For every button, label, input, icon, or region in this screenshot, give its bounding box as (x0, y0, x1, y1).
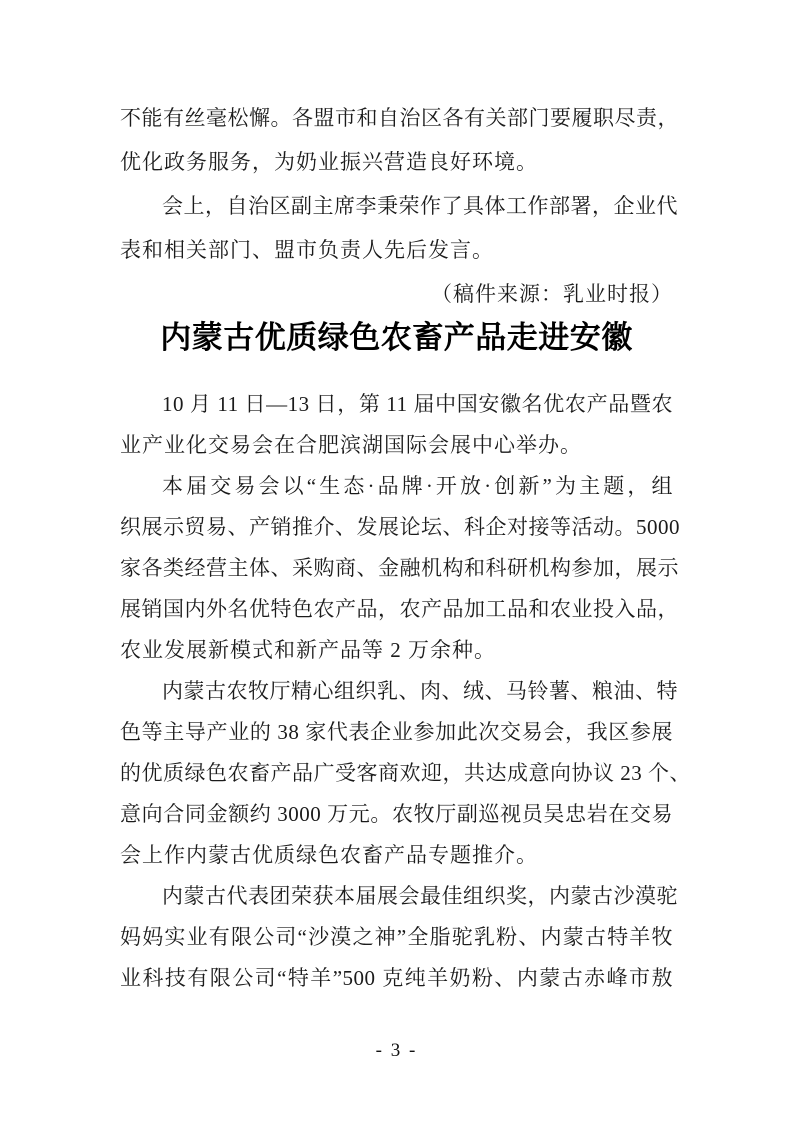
document-text-line: 表和相关部门、盟市负责人先后发言。 (120, 238, 494, 262)
document-text-line: 家各类经营主体、采购商、金融机构和科研机构参加，展示 (120, 556, 679, 580)
document-text-line: （稿件来源：乳业时报） (431, 282, 673, 306)
document-text-line: 业产业化交易会在合肥滨湖国际会展中心举办。 (120, 433, 582, 457)
document-text-line: 妈妈实业有限公司“沙漠之神”全脂驼乳粉、内蒙古特羊牧 (120, 925, 673, 949)
document-text-line: 的优质绿色农畜产品广受客商欢迎，共达成意向协议 23 个、 (120, 761, 691, 785)
document-text-line: 色等主导产业的 38 家代表企业参加此次交易会，我区参展 (120, 720, 673, 744)
document-text-line: 内蒙古农牧厅精心组织乳、肉、绒、马铃薯、粮油、特 (162, 679, 678, 703)
document-text-line: 内蒙古代表团荣获本届展会最佳组织奖，内蒙古沙漠驼 (162, 884, 678, 908)
article-title: 内蒙古优质绿色农畜产品走进安徽 (160, 320, 633, 355)
document-text-line: 展销国内外名优特色农产品，农产品加工品和农业投入品， (120, 597, 679, 621)
document-text-line: 优化政务服务，为奶业振兴营造良好环境。 (120, 150, 538, 174)
document-text-line: 10 月 11 日—13 日，第 11 届中国安徽名优农产品暨农 (162, 392, 673, 416)
document-text-line: 会上，自治区副主席李秉荣作了具体工作部署，企业代 (162, 194, 678, 218)
document-text-line: 意向合同金额约 3000 万元。农牧厅副巡视员吴忠岩在交易 (120, 802, 673, 826)
article-body (120, 384, 691, 999)
document-text-line: 织展示贸易、产销推介、发展论坛、科企对接等活动。5000 (120, 515, 680, 539)
document-content (120, 96, 691, 999)
page-number-footer: - 3 - (375, 1040, 418, 1061)
document-text-line: 不能有丝毫松懈。各盟市和自治区各有关部门要履职尽责， (120, 106, 679, 130)
document-text-line: 本届交易会以“生态·品牌·开放·创新”为主题，组 (162, 474, 673, 498)
previous-article-tail (120, 96, 679, 316)
document-text-line: 农业发展新模式和新产品等 2 万余种。 (120, 638, 496, 662)
document-text-line: 业科技有限公司“特羊”500 克纯羊奶粉、内蒙古赤峰市敖 (120, 966, 673, 990)
document-text-line: 会上作内蒙古优质绿色农畜产品专题推介。 (120, 843, 538, 867)
